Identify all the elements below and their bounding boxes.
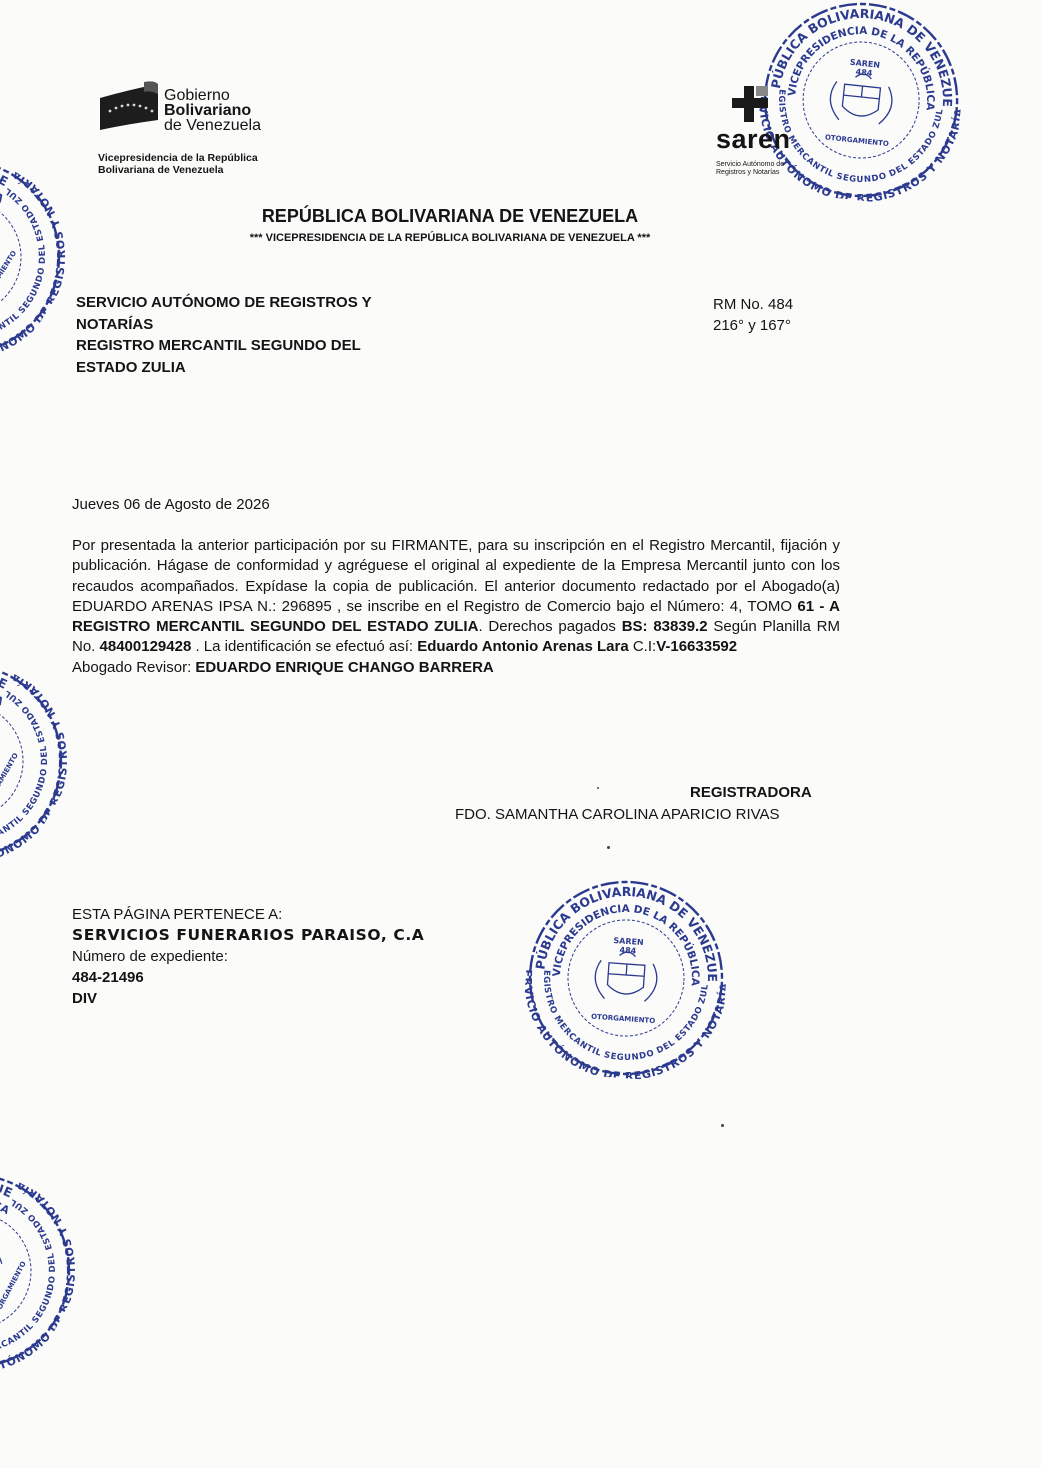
saren-subtitle [716, 161, 784, 177]
document-code: DIV [72, 990, 98, 1007]
office-line2: NOTARÍAS [76, 315, 154, 333]
id-number: V-16633592 [656, 638, 738, 656]
paragraph-text-2: . Derechos pagados [478, 618, 622, 636]
saren-sub-line1: Servicio Autónomo de [716, 161, 785, 168]
company-name: SERVICIOS FUNERARIOS PARAISO, C.A [72, 926, 425, 944]
signature-role: REGISTRADORA [690, 784, 812, 801]
document-subtitle: *** VICEPRESIDENCIA DE LA REPÚBLICA BOLIVARIANA DE VENEZUELA *** [249, 232, 651, 244]
identified-person: Eduardo Antonio Arenas Lara [417, 638, 629, 656]
reviewer-label: Abogado Revisor: [72, 658, 196, 676]
saren-cross-icon [730, 84, 770, 124]
government-name [164, 88, 261, 133]
official-stamp-left-middle [0, 656, 70, 866]
venezuela-flag-icon [98, 80, 160, 130]
registry-office [76, 292, 372, 378]
gov-name-line2: Bolivariano [164, 102, 252, 119]
paragraph-text-5: C.I: [628, 638, 657, 656]
tomo-value: 61 - A REGISTRO MERCANTIL SEGUNDO DEL ESTADO ZULIA [72, 597, 840, 636]
reviewer-name: EDUARDO ENRIQUE CHANGO BARRERA [195, 658, 494, 676]
paragraph-text-4: . La identificación se efectuó así: [191, 638, 418, 656]
gov-name-line3: de Venezuela [164, 117, 261, 134]
saren-sub-line2: Registros y Notarías [716, 169, 780, 176]
saren-logo [716, 84, 826, 184]
speck [607, 846, 610, 849]
paragraph-text-1: Por presentada la anterior participación por su FIRMANTE, para su inscripción en el Registro Mercantil, fijación y publicación. Hágase de conformidad y agréguese el original al expediente de la Empresa Mercantil junto con los recaudos acompañados. Expídase la copia de publicación. El anterior documento redactado por el Abogado(a) EDUARDO ARENAS IPSA N.: 296895 , se inscribe en el Registro de Comercio bajo el Número: 4, TOMO [72, 537, 840, 615]
file-number-line [72, 946, 424, 988]
republic-years: 216° y 167° [713, 317, 791, 334]
office-line3: REGISTRO MERCANTIL SEGUNDO DEL [76, 337, 361, 354]
vicepresidency-line1: Vicepresidencia de la República [98, 152, 258, 164]
official-stamp-center [520, 872, 732, 1084]
saren-wordmark: saren [716, 124, 791, 154]
office-line1: SERVICIO AUTÓNOMO DE REGISTROS Y [76, 294, 372, 311]
registration-paragraph [72, 536, 840, 678]
document-title: REPÚBLICA BOLIVARIANA DE VENEZUELA [261, 206, 639, 226]
document-date: Jueves 06 de Agosto de 2026 [72, 496, 270, 513]
office-line4: ESTADO ZULIA [76, 358, 186, 376]
file-label: Número de expediente: [72, 948, 228, 965]
planilla-number: 48400129428 [99, 638, 192, 656]
signature-name: FDO. SAMANTHA CAROLINA APARICIO RIVAS [455, 806, 780, 823]
official-stamp-left-lower [0, 1166, 78, 1376]
government-logo [98, 66, 298, 176]
registry-reference [713, 294, 793, 336]
gov-name-line1: Gobierno [164, 87, 230, 104]
file-number: 484-21496 [72, 969, 144, 986]
official-stamp-left-upper [0, 152, 68, 362]
rm-number: RM No. 484 [713, 296, 794, 313]
page-ownership [72, 904, 424, 1009]
belongs-label: ESTA PÁGINA PERTENECE A: [72, 906, 283, 923]
speck [597, 787, 599, 789]
speck [721, 1124, 724, 1127]
vicepresidency-line2: Bolivariana de Venezuela [98, 164, 224, 176]
vicepresidency-label [98, 152, 258, 176]
fees-paid: BS: 83839.2 [621, 618, 708, 636]
paragraph-text-3: Según Planilla RM No. [72, 618, 840, 656]
